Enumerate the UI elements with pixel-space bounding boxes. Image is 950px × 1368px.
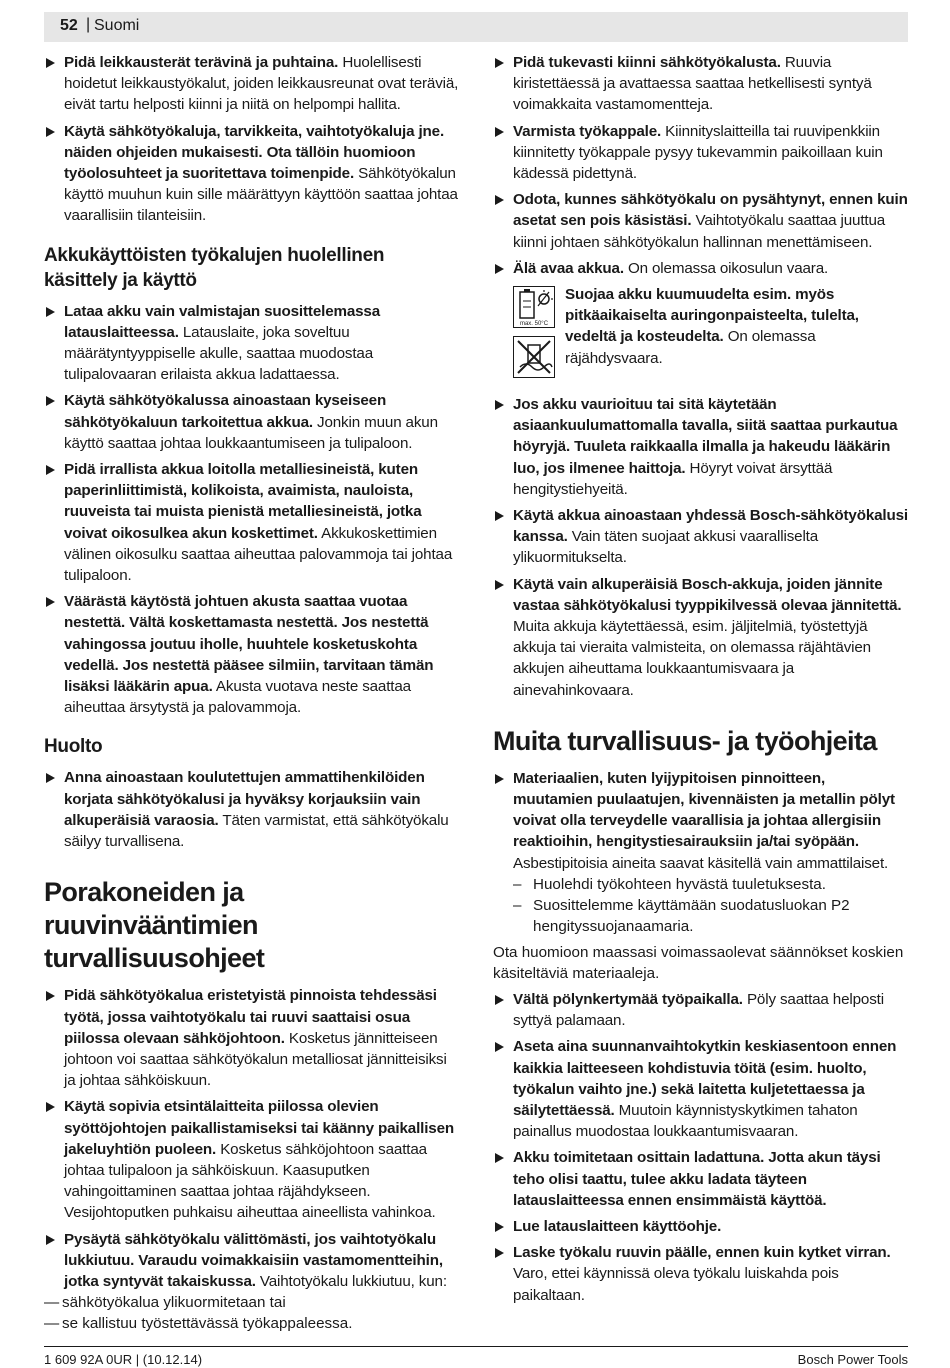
item-text: Muutoin käynnistyskytkimen tahaton painallus muodostaa loukkaantumisvaaran. [513, 1101, 858, 1141]
item-text: Muita akkuja käytettäessä, esim. jäljitelmiä, työstettyjä akkuja tai vieraita valmisteita, on olemassa räjähtävien akkujen aiheuttama loukkaantumisvaara ja ainevahinkovaara. [513, 618, 871, 699]
bullet-icon [495, 1248, 504, 1258]
dash-text: se kallistuu työstettävässä työkappaleessa. [62, 1315, 353, 1333]
item-bold-text: Varmista työkappale. [513, 122, 662, 140]
item-text: Jonkin muun akun käyttö saattaa johtaa loukkaantumiseen ja tulipaloon. [64, 413, 438, 452]
right-column [493, 52, 908, 1311]
warning-icons [513, 286, 555, 386]
dash-text: Huolehdi työkohteen hyvästä tuuletuksesta. [533, 875, 826, 893]
list-item [493, 989, 908, 1031]
item-text: Pöly saattaa helposti syttyä palamaan. [513, 990, 884, 1030]
plain-paragraph: Ota huomioon maassasi voimassaolevat säännökset koskien käsiteltäviä materiaaleja. [493, 943, 904, 982]
item-text: Sähkötyökalun käyttö muuhun kuin sille määrättyyn käyttöön saattaa johtaa vaarallisiin tilanteisiin. [64, 165, 458, 225]
item-text: On olemassa oikosulun vaara. [623, 259, 829, 277]
page-header [44, 12, 908, 42]
bullet-icon [495, 1153, 504, 1163]
bullet-icon [495, 264, 504, 274]
header-language: Suomi [94, 17, 140, 34]
bullet-icon [495, 58, 504, 68]
page-number: 52 [60, 17, 78, 34]
item-bold-text: Pysäytä sähkötyökalu välittömästi, jos vaihtotyökalu lukkiutuu. Varaudu voimakkaisiin vastamomentteihin, jotka syntyvät takaiskussa. [64, 1230, 443, 1290]
section-heading-battery: Akkukäyttöisten työkalujen huolellinen käsittely ja käyttö [44, 244, 385, 291]
list-item [493, 574, 908, 701]
list-item [44, 985, 459, 1091]
item-text: Latauslaite, joka soveltuu määrätyntyyppiselle akulle, saattaa muodostaa tulipalovaaran erilaista akkua ladattaessa. [64, 323, 373, 384]
bullet-icon [495, 511, 504, 521]
item-bold-text: Anna ainoastaan koulutettujen ammattihenkilöiden korjata sähkötyökalusi ja hyväksy korjauksiin vain alkuperäisiä varaosia. [64, 769, 425, 829]
header-separator: | [86, 16, 91, 33]
warning-text [565, 284, 908, 369]
list-item [44, 52, 459, 116]
bullet-icon [495, 774, 504, 784]
warning-bold-text: Suojaa akku kuumuudelta esim. myös pitkäaikaiselta auringonpaisteelta, tulelta, vedeltä ja kosteudelta. [565, 286, 859, 346]
item-text: Täten varmistat, että sähkötyökalu säilyy turvallisena. [64, 811, 449, 851]
section-heading-service: Huolto [44, 736, 103, 758]
item-bold-text: Älä avaa akkua. [513, 259, 624, 277]
item-text: Asbestipitoisia aineita saavat käsitellä vain ammattilaiset. [513, 854, 889, 872]
dash-item: — se kallistuu työstettävässä työkappaleessa. [44, 1315, 353, 1333]
item-text: Akkukoskettimien välinen oikosulku saattaa aiheuttaa palovammoja tai johtaa tulipaloon. [64, 524, 453, 585]
bullet-icon [495, 580, 504, 590]
item-bold-text: Käytä sähkötyökalussa ainoastaan kyseiseen sähkötyökaluun tarkoitettua akkua. [64, 392, 387, 431]
item-text: Kosketus jännitteiseen johtoon voi saattaa sähkötyökalun metalliosat jännitteisiksi ja johtaa sähköiskuun. [64, 1029, 447, 1090]
bullet-icon [495, 1042, 504, 1052]
item-text: Vain täten suojaat akkusi vaaralliselta ylikuormitukselta. [513, 528, 819, 567]
list-item [44, 459, 459, 586]
bullet-icon [46, 127, 55, 137]
list-item [493, 52, 908, 116]
bullet-icon [495, 1222, 504, 1232]
bullet-icon [46, 58, 55, 68]
item-bold-text: Käytä sähkötyökaluja, tarvikkeita, vaihtotyökaluja jne. näiden ohjeiden mukaisesti. Ota tällöin huomioon työolosuhteet ja suoritettava toimenpide. [64, 122, 445, 183]
item-text: Vaihtotyökalu lukkiutuu, kun: [255, 1272, 447, 1290]
item-bold-text: Pidä tukevasti kiinni sähkötyökalusta. [513, 54, 781, 71]
list-item [44, 767, 459, 852]
bullet-icon [46, 773, 55, 783]
item-bold-text: Aseta aina suunnanvaihtokytkin keskiasentoon ennen kaikkia laitteeseen kohdistuvia töitä (esim. huolto, työkalun vaihto jne.) sekä laitetta kuljetettaessa ja säilytettäessä. [513, 1038, 897, 1119]
list-item [493, 394, 908, 500]
item-text: Kiinnityslaitteilla tai ruuvipenkkiin kiinnitetty työkappale pysyy tukevammin paikoillaan kuin kädessä pidettynä. [513, 122, 883, 183]
dash-item: — sähkötyökalua ylikuormitetaan tai [44, 1294, 286, 1312]
item-bold-text: Materiaalien, kuten lyijypitoisen pinnoitteen, muutamien puulaatujen, kivennäisten ja metallin pölyt voivat olla terveydelle vaarallisia ja johtaa allergisiin reaktioihin, hengitystiesairauksiin ja/tai syöpään. [513, 769, 895, 851]
item-text: Huolellisesti hoidetut leikkaustyökalut, joiden leikkausreunat ovat teräviä, eivät tartu helposti kiinni ja niitä on helpompi hallita. [64, 54, 459, 114]
item-bold-text: Pidä irrallista akkua loitolla metalliesineistä, kuten paperinliittimistä, kolikoista, avaimista, nauloista, ruuveista tai muista pienistä metalliesineistä, jotka voivat oikosulkea akun koskettimet. [64, 461, 422, 542]
item-text: Varo, ettei käynnissä oleva työkalu luiskahda pois paikaltaan. [513, 1265, 839, 1304]
list-item [44, 1096, 459, 1223]
bullet-icon [46, 1102, 55, 1112]
list-item [493, 1216, 908, 1237]
heat-warning [493, 284, 908, 388]
list-item [44, 301, 459, 386]
list-item [493, 505, 908, 569]
footer-divider [44, 1346, 908, 1347]
item-bold-text: Pidä leikkausterät terävinä ja puhtaina. [64, 54, 339, 71]
section-heading-other: Muita turvallisuus- ja työohjeita [493, 725, 877, 756]
dash-text: sähkötyökalua ylikuormitetaan tai [62, 1294, 286, 1312]
item-bold-text: Laske työkalu ruuvin päälle, ennen kuin kytket virran. [513, 1244, 891, 1262]
list-item [44, 121, 459, 227]
bullet-icon [46, 465, 55, 475]
list-item [493, 1242, 908, 1306]
item-bold-text: Odota, kunnes sähkötyökalu on pysähtynyt, ennen kuin asetat sen pois käsistäsi. [513, 191, 908, 230]
item-bold-text: Akku toimitetaan osittain ladattuna. Jotta akun täysi teho olisi taattu, tulee akku ladata täyteen latauslaitteessa ennen ensimmäistä käyttöä. [513, 1149, 881, 1209]
max-temperature-label: max. 50°C [519, 321, 549, 328]
section-heading-drill: Porakoneiden ja ruuvinvääntimien turvallisuusohjeet [44, 877, 265, 974]
bullet-icon [46, 991, 55, 1001]
item-bold-text: Pidä sähkötyökalua eristetyistä pinnoista tehdessäsi työtä, jossa vaihtotyökalu tai ruuvi saattaisi osua piilossa olevaan sähköjohtoon. [64, 987, 437, 1047]
list-item [44, 591, 459, 718]
list-item [493, 121, 908, 185]
bullet-icon [495, 400, 504, 410]
bullet-icon [495, 995, 504, 1005]
item-bold-text: Jos akku vaurioituu tai sitä käytetään asiaankuulumattomalla tavalla, siitä saattaa purkautua höyryjä. Tuuleta raikkaalla ilmalla ja hakeudu lääkärin luo, jos ilmenee haittoja. [513, 396, 898, 477]
footer-doc-id: 1 609 92A 0UR | (10.12.14) [44, 1352, 203, 1367]
list-item [493, 1036, 908, 1142]
dash-text: Suosittelemme käyttämään suodatusluokan P2 hengityssuojanaamaria. [533, 897, 850, 936]
max-temperature-icon [513, 286, 555, 328]
item-text: Akusta vuotava neste saattaa aiheuttaa ärsytystä ja palovammoja. [64, 678, 411, 717]
item-bold-text: Käytä vain alkuperäisiä Bosch-akkuja, joiden jännite vastaa sähkötyökalusi tyyppikilvessä olevaa jännitettä. [513, 575, 902, 614]
item-bold-text: Lataa akku vain valmistajan suosittelemassa latauslaitteessa. [64, 302, 381, 341]
bullet-icon [46, 396, 55, 406]
dash-item: – Huolehdi työkohteen hyvästä tuuletuksesta. [513, 875, 826, 893]
bullet-icon [46, 597, 55, 607]
item-text: Vaihtotyökalu saattaa juuttua kiinni johtaen sähkötyökalun hallinnan menettämiseen. [513, 212, 886, 251]
list-item [44, 390, 459, 454]
left-column [44, 52, 459, 1335]
list-item [493, 258, 908, 279]
item-text: Ruuvia kiristettäessä ja avattaessa saattaa hetkellisesti syntyä voimakkaita vastamomentteja. [513, 54, 872, 114]
list-item [44, 1229, 459, 1293]
bullet-icon [46, 307, 55, 317]
item-bold-text: Käytä akkua ainoastaan yhdessä Bosch-sähkötyökalusi kanssa. [513, 507, 908, 546]
footer-brand: Bosch Power Tools [797, 1352, 908, 1367]
warning-normal-text: On olemassa räjähdysvaara. [565, 328, 816, 367]
item-text: Höyryt voivat ärsyttää hengitystiehyeitä. [513, 459, 833, 498]
item-bold-text: Väärästä käytöstä johtuen akusta saattaa vuotaa nestettä. Vältä koskettamasta nestettä. Jos nestettä vahingossa joutuu iholle, huuhtele kosketuskohta vedellä. Jos nestettä pääsee silmiin, tarvitaan tämän lisäksi lääkärin apua. [64, 593, 434, 696]
item-bold-text: Käytä sopivia etsintälaitteita piilossa olevien syöttöjohtojen paikallistamiseksi tai käänny paikallisen jakeluyhtiön puoleen. [64, 1098, 454, 1158]
bullet-icon [495, 195, 504, 205]
no-water-icon [513, 336, 555, 378]
list-item [493, 768, 908, 874]
dash-item: – Suosittelemme käyttämään suodatusluokan P2 hengityssuojanaamaria. [513, 897, 850, 936]
list-item [493, 1147, 908, 1211]
list-item [493, 189, 908, 253]
item-text: Kosketus sähköjohtoon saattaa johtaa tulipaloon ja sähköiskuun. Kaasuputken vahingoittaminen saattaa johtaa räjähdykseen. Vesijohtoputken puhkaisu aiheuttaa aineellista vahinkoa. [64, 1140, 436, 1222]
bullet-icon [46, 1235, 55, 1245]
item-bold-text: Lue latauslaitteen käyttöohje. [513, 1217, 722, 1235]
item-bold-text: Vältä pölynkertymää työpaikalla. [513, 990, 743, 1008]
bullet-icon [495, 127, 504, 137]
